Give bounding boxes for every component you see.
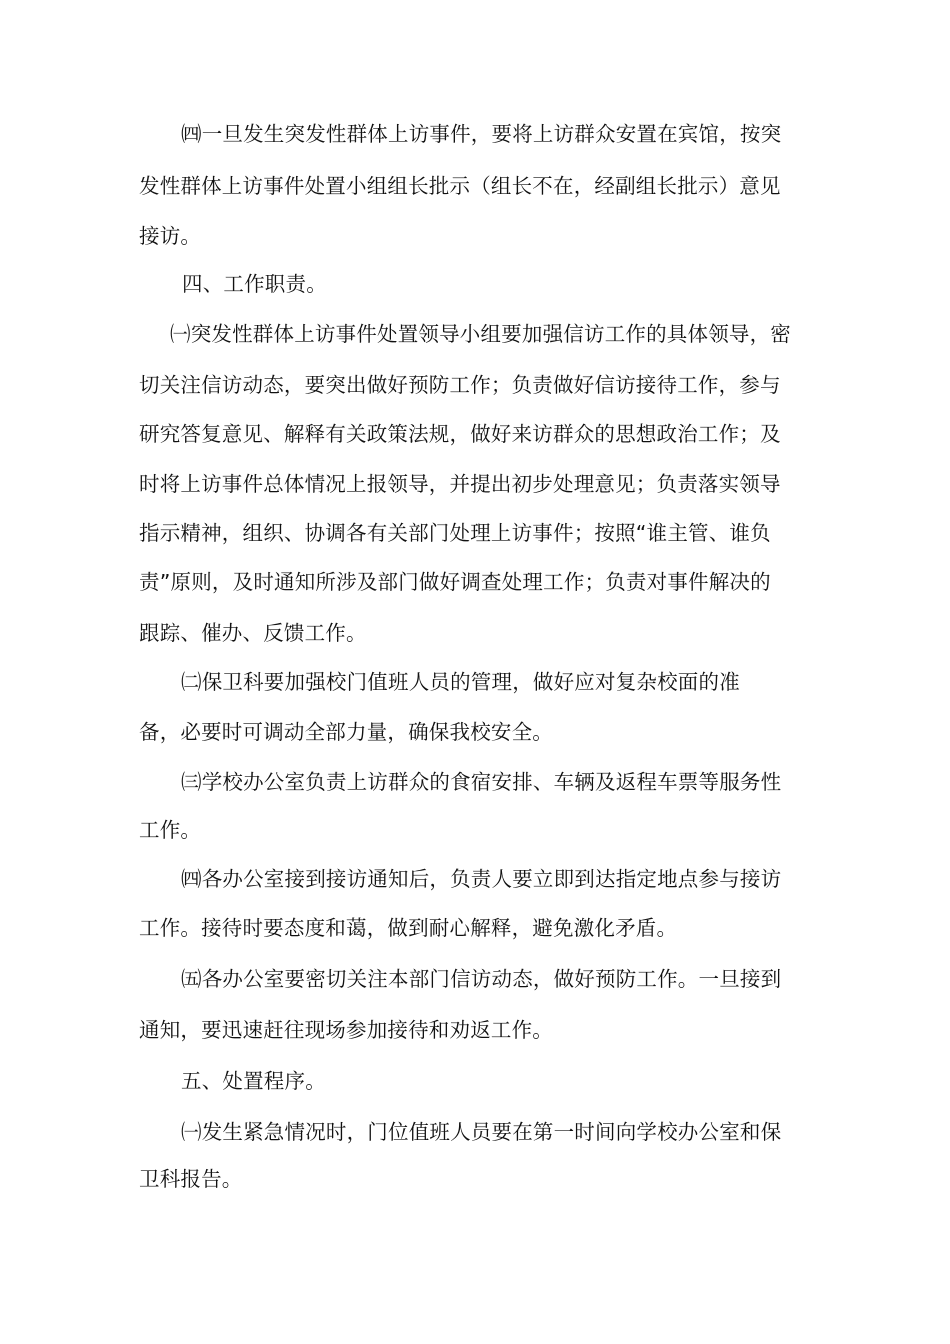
section-heading: 五、处置程序。: [181, 1069, 326, 1093]
text-line: 时将上访事件总体情况上报领导，并提出初步处理意见；负责落实领导: [139, 472, 781, 496]
text-line: 备，必要时可调动全部力量，确保我校安全。: [139, 720, 553, 744]
text-line: 工作。: [139, 818, 202, 842]
text-line: 切关注信访动态，要突出做好预防工作；负责做好信访接待工作，参与: [139, 373, 781, 397]
text-line: ㈣各办公室接到接访通知后，负责人要立即到达指定地点参与接访: [181, 867, 782, 891]
text-line: 卫科报告。: [139, 1167, 243, 1191]
text-line: 发性群体上访事件处置小组组长批示（组长不在，经副组长批示）意见: [139, 174, 781, 198]
text-line: 指示精神，组织、协调各有关部门处理上访事件；按照“谁主管、谁负: [139, 521, 771, 545]
text-line: 跟踪、催办、反馈工作。: [139, 621, 367, 645]
text-line: ㈢学校办公室负责上访群众的食宿安排、车辆及返程车票等服务性: [181, 770, 782, 794]
text-line: 责”原则，及时通知所涉及部门做好调查处理工作；负责对事件解决的: [139, 570, 771, 594]
section-heading: 四、工作职责。: [182, 272, 327, 296]
text-line: ㈤各办公室要密切关注本部门信访动态，做好预防工作。一旦接到: [181, 967, 782, 991]
text-line: 工作。接待时要态度和蔼，做到耐心解释，避免激化矛盾。: [139, 916, 678, 940]
text-line: ㈣一旦发生突发性群体上访事件，要将上访群众安置在宾馆，按突: [181, 122, 782, 146]
text-line: ㈡保卫科要加强校门值班人员的管理，做好应对复杂校面的准: [181, 670, 740, 694]
text-line: ㈠突发性群体上访事件处置领导小组要加强信访工作的具体领导，密: [170, 322, 791, 346]
text-line: 研究答复意见、解释有关政策法规，做好来访群众的思想政治工作；及: [139, 422, 781, 446]
text-line: 通知，要迅速赶往现场参加接待和劝返工作。: [139, 1018, 553, 1042]
text-line: 接访。: [139, 224, 202, 248]
text-line: ㈠发生紧急情况时，门位值班人员要在第一时间向学校办公室和保: [181, 1120, 782, 1144]
